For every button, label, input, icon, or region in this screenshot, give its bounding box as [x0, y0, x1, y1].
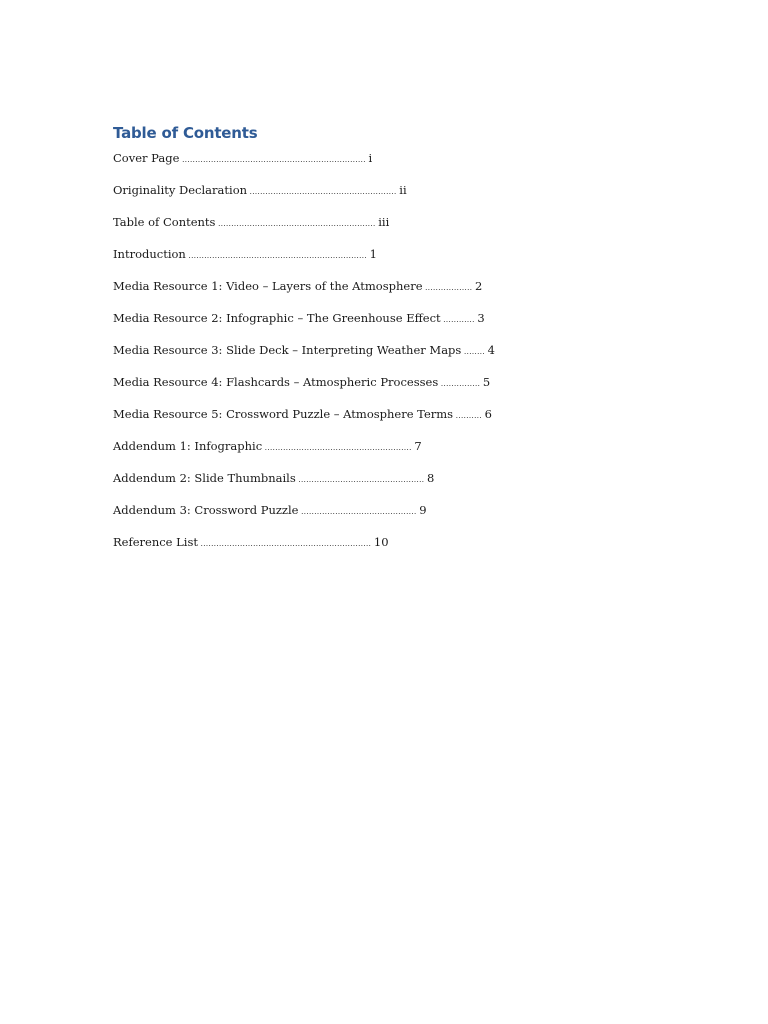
toc-entry-page-number: 9: [419, 503, 427, 517]
toc-entry[interactable]: [113, 341, 495, 373]
toc-entry-title: Addendum 1: Infographic: [113, 439, 263, 453]
toc-entry-title: Media Resource 5: Crossword Puzzle – Atmosphere Terms: [113, 407, 454, 421]
toc-entry-page-number: 2: [475, 279, 483, 293]
toc-entry-leader: ....................................................................: [185, 252, 370, 260]
toc-entry[interactable]: [113, 181, 495, 213]
toc-entry-page-number: 5: [482, 375, 491, 389]
toc-entry[interactable]: [113, 149, 495, 181]
toc-entry-page-number: 3: [477, 311, 485, 325]
toc-entry[interactable]: [113, 501, 495, 533]
toc-entry-page-number: ii: [399, 183, 407, 197]
toc-list: [113, 149, 495, 565]
toc-entry-page-number: 6: [484, 407, 492, 421]
toc-entry[interactable]: [113, 437, 495, 469]
toc-entry-leader: ..........: [453, 412, 485, 420]
toc-entry-page-number: 8: [427, 471, 435, 485]
toc-entry-leader: ........................................................: [247, 188, 400, 196]
toc-entry-title: Reference List: [113, 535, 198, 549]
toc-entry-leader: ..................: [422, 284, 476, 292]
toc-entry-title: Addendum 2: Slide Thumbnails: [113, 471, 296, 485]
toc-entry-leader: ............: [440, 316, 478, 324]
toc-entry-title: Media Resource 4: Flashcards – Atmospheric Processes: [113, 375, 439, 389]
toc-entry-page-number: 7: [414, 439, 422, 453]
toc-entry[interactable]: [113, 469, 495, 501]
toc-entry-page-number: i: [368, 151, 373, 165]
toc-entry-leader: ............................................................: [215, 220, 379, 228]
toc-entry-title: Media Resource 3: Slide Deck – Interpreting Weather Maps: [113, 343, 462, 357]
toc-entry-title: Media Resource 2: Infographic – The Greenhouse Effect: [113, 311, 441, 325]
toc-entry-title: Cover Page: [113, 151, 180, 165]
toc-entry[interactable]: [113, 405, 495, 437]
toc-entry-page-number: iii: [378, 215, 390, 229]
toc-entry-leader: ........: [461, 348, 488, 356]
toc-entry-title: Table of Contents: [113, 215, 216, 229]
toc-entry-page-number: 10: [373, 535, 389, 549]
toc-entry[interactable]: [113, 533, 495, 565]
toc-entry[interactable]: [113, 213, 495, 245]
toc-entry-title: Media Resource 1: Video – Layers of the Atmosphere: [113, 279, 423, 293]
toc-heading: Table of Contents: [113, 124, 258, 142]
toc-entry[interactable]: [113, 309, 495, 341]
toc-entry-page-number: 4: [487, 343, 495, 357]
toc-entry[interactable]: [113, 277, 495, 309]
toc-entry-leader: ................................................: [295, 476, 428, 484]
toc-entry-title: Introduction: [113, 247, 186, 261]
toc-entry-leader: ...............: [438, 380, 483, 388]
toc-entry-page-number: 1: [369, 247, 377, 261]
toc-entry-leader: ............................................: [298, 508, 420, 516]
toc-entry-leader: ......................................................................: [179, 156, 369, 164]
toc-entry[interactable]: [113, 373, 495, 405]
toc-entry-title: Addendum 3: Crossword Puzzle: [113, 503, 299, 517]
toc-entry[interactable]: [113, 245, 495, 277]
toc-entry-leader: ........................................................: [262, 444, 415, 452]
toc-entry-leader: .................................................................: [197, 540, 374, 548]
toc-entry-title: Originality Declaration: [113, 183, 248, 197]
